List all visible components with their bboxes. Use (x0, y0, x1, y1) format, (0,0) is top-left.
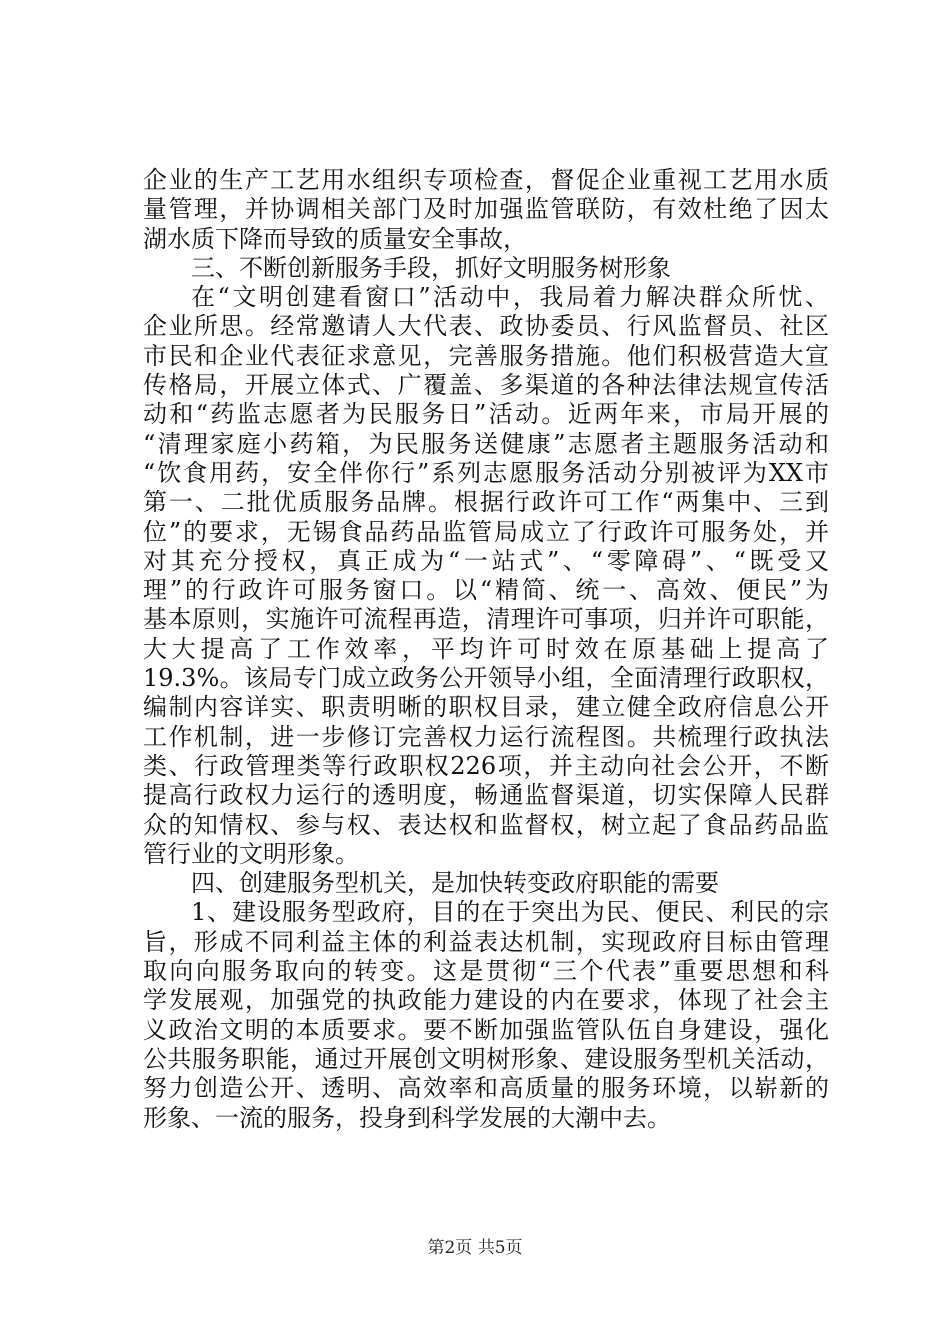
text-line: 湖水质下降而导致的质量安全事故， (143, 224, 527, 253)
paragraph-first-line: 1、建设服务型政府，目的在于突出为民、便民、利民的宗 (191, 898, 829, 927)
text-line: 位”的要求，无锡食品药品监管局成立了行政许可服务处，并 (143, 517, 829, 546)
text-line: 管行业的文明形象。 (143, 839, 359, 868)
text-line: 类、行政管理类等行政职权226项，并主动向社会公开，不断 (143, 751, 829, 780)
section-heading: 四、创建服务型机关，是加快转变政府职能的需要 (191, 869, 719, 898)
text-line: 旨，形成不同利益主体的利益表达机制，实现政府目标由管理 (143, 927, 829, 956)
text-line: 企业的生产工艺用水组织专项检查，督促企业重视工艺用水质 (143, 166, 829, 194)
text-line: 市民和企业代表征求意见，完善服务措施。他们积极营造大宣 (143, 341, 829, 370)
text-line: 提高行政权力运行的透明度，畅通监督渠道，切实保障人民群 (143, 781, 829, 810)
text-line: 学发展观，加强党的执政能力建设的内在要求，体现了社会主 (143, 986, 829, 1015)
text-line: 公共服务职能，通过开展创文明树形象、建设服务型机关活动， (143, 1044, 829, 1073)
text-line: 努力创造公开、透明、高效率和高质量的服务环境，以崭新的 (143, 1074, 829, 1103)
text-line: 对其充分授权，真正成为“一站式”、“零障碍”、“既受又 (143, 546, 829, 575)
text-line: 传格局，开展立体式、广覆盖、多渠道的各种法律法规宣传活 (143, 371, 829, 400)
text-line: 编制内容详实、职责明晰的职权目录，建立健全政府信息公开 (143, 693, 829, 722)
text-line: 第一、二批优质服务品牌。根据行政许可工作“两集中、三到 (143, 488, 829, 517)
paragraph-first-line: 在“文明创建看窗口”活动中，我局着力解决群众所忧、 (191, 283, 829, 312)
text-line: 企业所思。经常邀请人大代表、政协委员、行风监督员、社区 (143, 312, 829, 341)
text-line: 量管理，并协调相关部门及时加强监管联防，有效杜绝了因太 (143, 195, 829, 224)
document-body (143, 166, 829, 1133)
text-line: 工作机制，进一步修订完善权力运行流程图。共梳理行政执法 (143, 722, 829, 751)
text-line: 19.3%。该局专门成立政务公开领导小组，全面清理行政职权， (143, 664, 829, 693)
text-line: 大大提高了工作效率，平均许可时效在原基础上提高了 (143, 634, 829, 663)
text-line: 义政治文明的本质要求。要不断加强监管队伍自身建设，强化 (143, 1015, 829, 1044)
text-line: 众的知情权、参与权、表达权和监督权，树立起了食品药品监 (143, 810, 829, 839)
section-heading: 三、不断创新服务手段，抓好文明服务树形象 (191, 253, 671, 282)
page-number-footer: 第2页 共5页 (427, 1238, 523, 1258)
text-line: “饮食用药，安全伴你行”系列志愿服务活动分别被评为XX市 (143, 458, 829, 487)
text-line: 取向向服务取向的转变。这是贯彻“三个代表”重要思想和科 (143, 957, 829, 986)
text-line: “清理家庭小药箱，为民服务送健康”志愿者主题服务活动和 (143, 429, 829, 458)
text-line: 基本原则，实施许可流程再造，清理许可事项，归并许可职能， (143, 605, 829, 634)
text-line: 理”的行政许可服务窗口。以“精简、统一、高效、便民”为 (143, 576, 829, 605)
text-line: 形象、一流的服务，投身到科学发展的大潮中去。 (143, 1103, 671, 1132)
text-line: 动和“药监志愿者为民服务日”活动。近两年来，市局开展的 (143, 400, 829, 429)
